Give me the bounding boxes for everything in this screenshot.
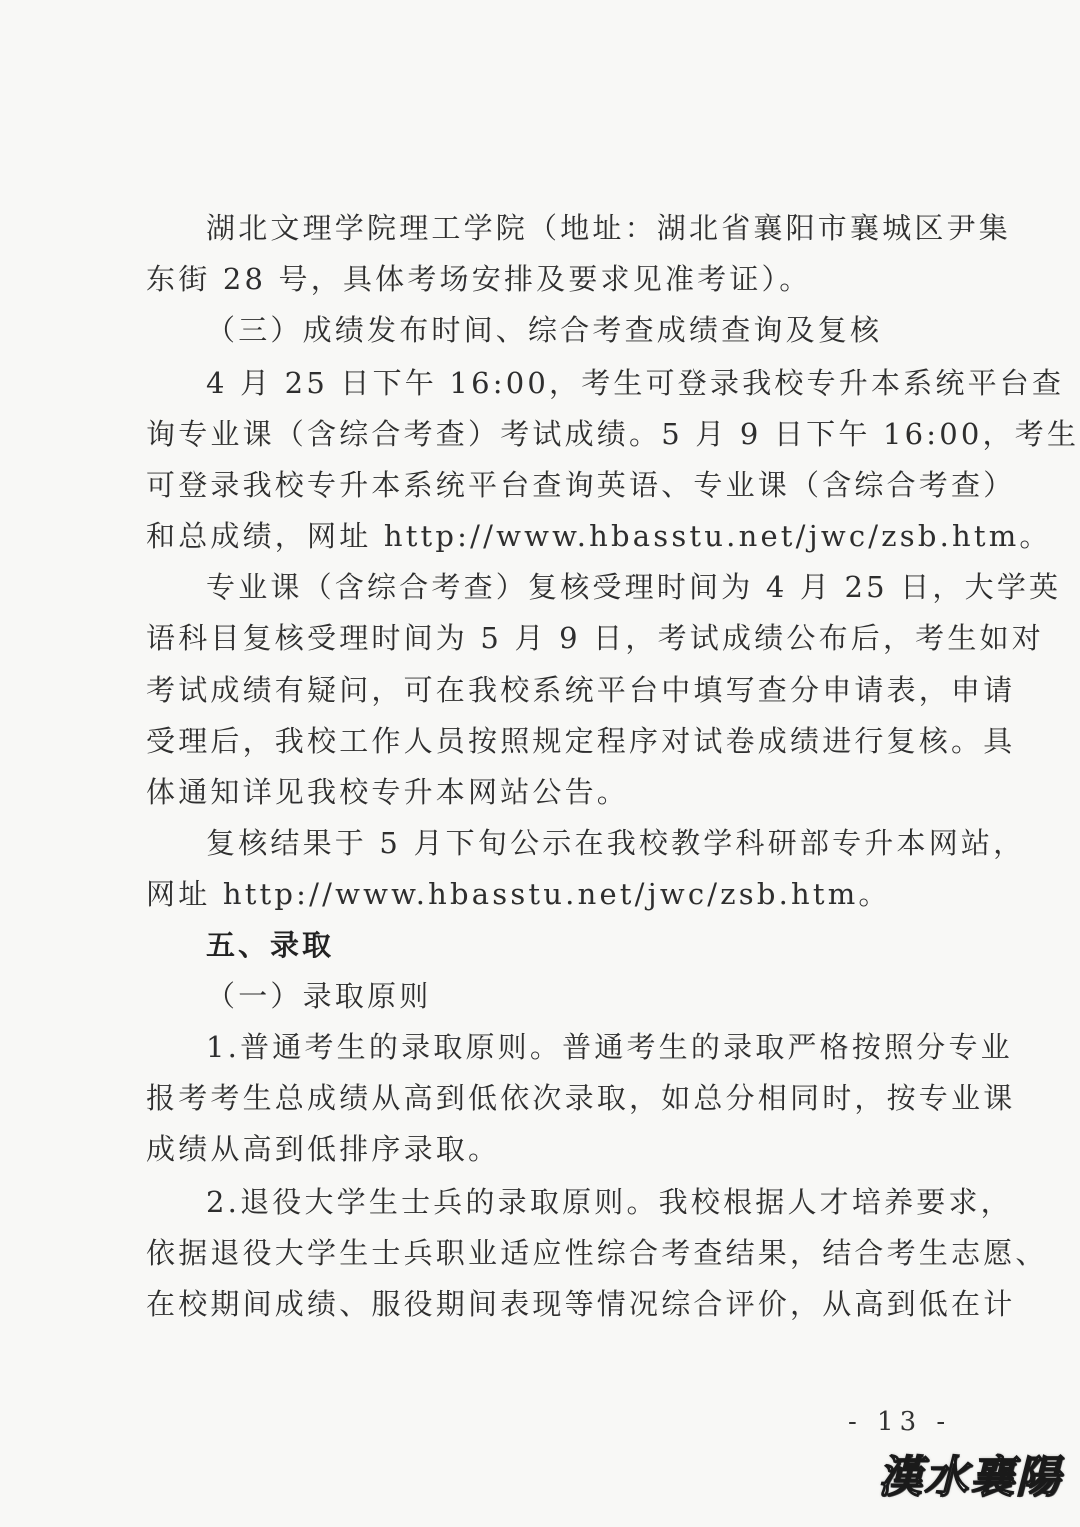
text-line: 2.退役大学生士兵的录取原则。我校根据人才培养要求， (206, 1185, 1013, 1219)
section-heading: 五、录取 (206, 928, 335, 962)
text-line: 体通知详见我校专升本网站公告。 (146, 775, 630, 809)
text-line: 专业课（含综合考查）复核受理时间为 4 月 25 日，大学英 (206, 570, 1062, 604)
text-line: 和总成绩，网址 http://www.hbasstu.net/jwc/zsb.htm。 (146, 519, 1052, 553)
text-line: 湖北文理学院理工学院（地址：湖北省襄阳市襄城区尹集 (206, 211, 1012, 245)
text-line: 复核结果于 5 月下旬公示在我校教学科研部专升本网站， (206, 826, 1026, 860)
page-number: - 13 - (848, 1407, 952, 1437)
text-line: 报考考生总成绩从高到低依次录取，如总分相同时，按专业课 (146, 1081, 1016, 1115)
text-line: 1.普通考生的录取原则。普通考生的录取严格按照分专业 (206, 1030, 1013, 1064)
text-line: 考试成绩有疑问，可在我校系统平台中填写查分申请表，申请 (146, 673, 1016, 707)
text-line: 东街 28 号，具体考场安排及要求见准考证）。 (146, 262, 812, 296)
text-line: 4 月 25 日下午 16:00，考生可登录我校专升本系统平台查 (206, 366, 1065, 400)
text-line: 询专业课（含综合考查）考试成绩。5 月 9 日下午 16:00，考生 (146, 417, 1080, 451)
section-subheading: （三）成绩发布时间、综合考查成绩查询及复核 (206, 313, 883, 347)
section-subheading: （一）录取原则 (206, 979, 432, 1013)
watermark-logo (862, 1440, 1062, 1506)
text-line: 可登录我校专升本系统平台查询英语、专业课（含综合考查） (146, 468, 1016, 502)
text-line: 受理后，我校工作人员按照规定程序对试卷成绩进行复核。具 (146, 724, 1016, 758)
text-line: 语科目复核受理时间为 5 月 9 日，考试成绩公布后，考生如对 (146, 621, 1044, 655)
watermark-text: 漢水襄陽 (878, 1452, 1062, 1503)
text-line: 依据退役大学生士兵职业适应性综合考查结果，结合考生志愿、 (146, 1236, 1048, 1270)
text-line: 成绩从高到低排序录取。 (146, 1132, 501, 1166)
text-line: 网址 http://www.hbasstu.net/jwc/zsb.htm。 (146, 877, 891, 911)
text-line: 在校期间成绩、服役期间表现等情况综合评价，从高到低在计 (146, 1287, 1016, 1321)
